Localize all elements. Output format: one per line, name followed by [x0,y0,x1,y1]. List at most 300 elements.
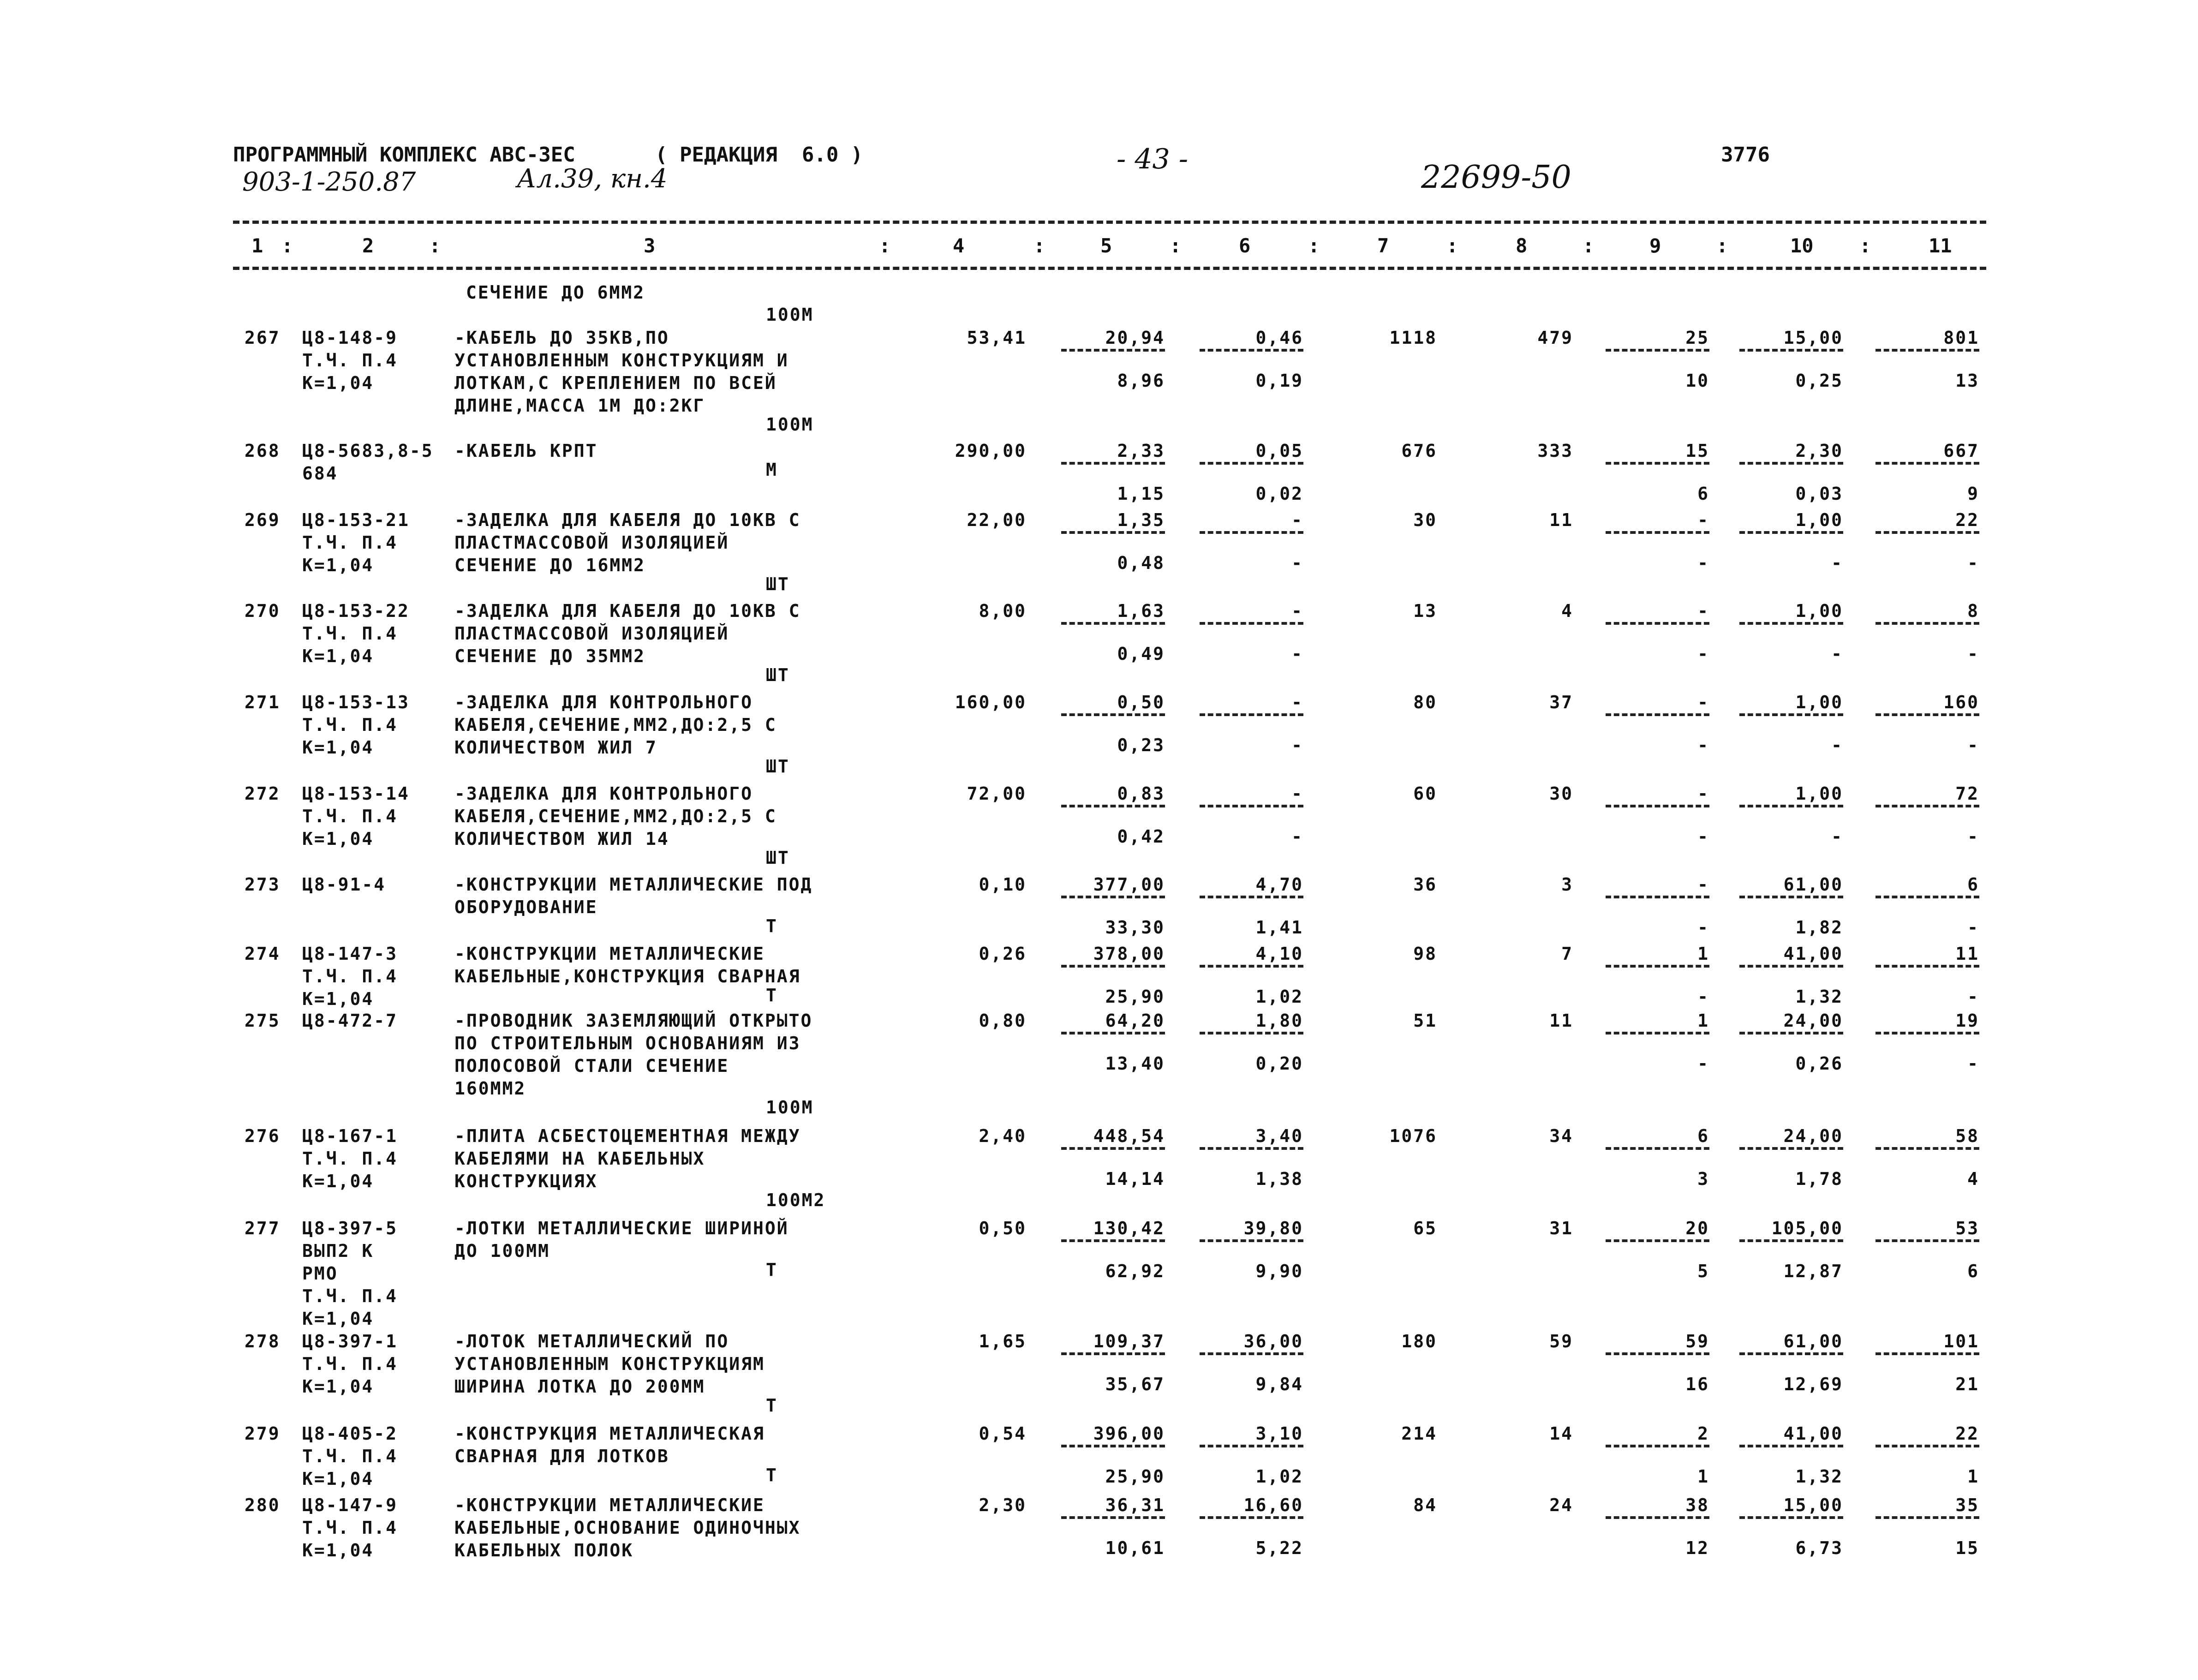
value-divider [1200,1352,1303,1355]
value-c9: 25 [1685,328,1709,348]
work-description: СЕЧЕНИЕ ДО 16ММ2 [454,555,646,575]
value-c6b: - [1291,735,1303,755]
work-description: УСТАНОВЛЕННЫМ КОНСТРУКЦИЯМ И [454,350,789,371]
work-description: -ПЛИТА АСБЕСТОЦЕМЕНТНАЯ МЕЖДУ [454,1126,801,1146]
value-c10b: 1,78 [1795,1169,1843,1189]
value-c6b: 1,02 [1255,986,1303,1007]
value-c11b: 4 [1967,1169,1979,1189]
work-description: ПЛАСТМАССОВОЙ ИЗОЛЯЦИЕЙ [454,623,729,644]
value-c9: 1 [1697,944,1709,964]
value-c10: 61,00 [1783,1331,1843,1351]
value-c10: 1,00 [1795,783,1843,804]
value-divider [1606,805,1709,807]
norm-code: Т.Ч. П.4 [302,1518,398,1538]
norm-code: Т.Ч. П.4 [302,532,398,553]
value-qty: 0,10 [979,874,1027,895]
value-qty: 8,00 [979,601,1027,621]
value-divider [1061,713,1165,716]
value-c5: 36,31 [1105,1495,1165,1515]
column-number: 2 [362,234,374,257]
value-c5b: 0,49 [1117,644,1165,664]
value-c9: - [1697,692,1709,712]
row-number: 269 [245,510,281,530]
value-c7: 36 [1413,874,1437,895]
norm-code: Т.Ч. П.4 [302,1148,398,1169]
value-c10: 15,00 [1783,1495,1843,1515]
value-c6: - [1291,692,1303,712]
norm-code: Т.Ч. П.4 [302,715,398,735]
value-c11b: 9 [1967,484,1979,504]
value-divider [1606,1516,1709,1519]
norm-code: Ц8-5683,8-5 [302,441,434,461]
norm-code: К=1,04 [302,737,374,758]
norm-code: Ц8-153-21 [302,510,410,530]
value-c5b: 62,92 [1105,1261,1165,1281]
work-description: УСТАНОВЛЕННЫМ КОНСТРУКЦИЯМ [454,1354,765,1374]
value-c10b: 0,03 [1795,484,1843,504]
value-divider [1061,1032,1165,1034]
work-description: КОЛИЧЕСТВОМ ЖИЛ 14 [454,829,669,849]
unit-of-measure: Т [766,1395,778,1416]
value-divider [1200,622,1303,625]
value-divider [1606,965,1709,968]
row-number: 268 [245,441,281,461]
norm-code: Т.Ч. П.4 [302,966,398,986]
work-description: СЕЧЕНИЕ ДО 35ММ2 [454,646,646,666]
value-qty: 0,50 [979,1218,1027,1238]
value-c11b: - [1967,1053,1979,1074]
value-c6b: 5,22 [1255,1538,1303,1558]
value-divider [1739,1352,1843,1355]
norm-code: Ц8-147-9 [302,1495,398,1515]
value-c5: 0,83 [1117,783,1165,804]
column-separator: : [1308,234,1320,257]
value-c9: - [1697,510,1709,530]
project-code: 903-1-250.87 [242,167,416,197]
value-c11: 667 [1943,441,1979,461]
column-separator: : [1859,234,1871,257]
value-c8: 24 [1549,1495,1573,1515]
value-c10: 105,00 [1771,1218,1843,1238]
value-c6: - [1291,783,1303,804]
value-divider [1061,965,1165,968]
value-c10b: - [1831,644,1843,664]
value-divider [1200,713,1303,716]
value-c9: 59 [1685,1331,1709,1351]
value-c8: 34 [1549,1126,1573,1146]
value-c9b: 10 [1685,371,1709,391]
value-c5: 2,33 [1117,441,1165,461]
program-title: ПРОГРАММНЫЙ КОМПЛЕКС АВС-ЗЕС [233,143,575,167]
value-c10b: - [1831,735,1843,755]
value-divider [1739,713,1843,716]
work-description: КАБЕЛЯМИ НА КАБЕЛЬНЫХ [454,1148,705,1169]
value-c11: 160 [1943,692,1979,712]
column-separator: : [879,234,891,257]
work-description: ОБОРУДОВАНИЕ [454,897,598,917]
value-divider [1606,1239,1709,1242]
value-divider [1739,531,1843,534]
value-divider [1875,805,1979,807]
value-divider [1061,1352,1165,1355]
value-divider [1200,349,1303,352]
column-number: 10 [1790,234,1814,257]
value-c8: 30 [1549,783,1573,804]
work-description: ПОЛОСОВОЙ СТАЛИ СЕЧЕНИЕ [454,1056,729,1076]
value-c8: 14 [1549,1423,1573,1444]
value-c11: 19 [1955,1010,1979,1031]
work-description: ПЛАСТМАССОВОЙ ИЗОЛЯЦИЕЙ [454,532,729,553]
value-divider [1739,1032,1843,1034]
sheet-number: 3776 [1721,143,1770,167]
work-description: -КАБЕЛЬ КРПТ [454,441,598,461]
column-number: 11 [1929,234,1952,257]
value-c5: 448,54 [1093,1126,1165,1146]
norm-code: К=1,04 [302,1171,374,1191]
norm-code: К=1,04 [302,829,374,849]
value-c6b: 1,02 [1255,1466,1303,1487]
value-qty: 290,00 [955,441,1027,461]
value-c10b: 1,32 [1795,986,1843,1007]
value-c5: 1,35 [1117,510,1165,530]
value-c9b: - [1697,1053,1709,1074]
value-c11: 6 [1967,874,1979,895]
header-rule-bottom [233,267,1986,270]
norm-code: К=1,04 [302,373,374,393]
value-c7: 84 [1413,1495,1437,1515]
value-c7: 60 [1413,783,1437,804]
value-c9: - [1697,783,1709,804]
value-c10b: 0,25 [1795,371,1843,391]
value-c8: 7 [1561,944,1573,964]
value-c6: 0,05 [1255,441,1303,461]
value-c8: 479 [1537,328,1573,348]
value-divider [1061,349,1165,352]
value-divider [1200,1147,1303,1150]
value-c8: 11 [1549,510,1573,530]
value-c9: 6 [1697,1126,1709,1146]
work-description: КАБЕЛЯ,СЕЧЕНИЕ,ММ2,ДО:2,5 С [454,806,777,826]
value-c11: 101 [1943,1331,1979,1351]
value-divider [1875,1032,1979,1034]
value-qty: 1,65 [979,1331,1027,1351]
column-separator: : [1033,234,1045,257]
column-number: 5 [1100,234,1112,257]
value-c10: 15,00 [1783,328,1843,348]
value-c6b: 0,02 [1255,484,1303,504]
value-divider [1606,622,1709,625]
norm-code: Ц8-153-14 [302,783,410,804]
value-divider [1061,805,1165,807]
value-c7: 65 [1413,1218,1437,1238]
value-c9: - [1697,874,1709,895]
value-c8: 11 [1549,1010,1573,1031]
value-divider [1606,349,1709,352]
value-divider [1739,1239,1843,1242]
value-divider [1200,805,1303,807]
norm-code: К=1,04 [302,646,374,666]
unit-of-measure: ШТ [766,574,790,594]
value-c7: 180 [1401,1331,1437,1351]
value-c10b: 6,73 [1795,1538,1843,1558]
value-divider [1739,462,1843,465]
header-rule-top [233,221,1986,224]
norm-code: Ц8-148-9 [302,328,398,348]
value-c10b: - [1831,826,1843,847]
value-c6: 3,40 [1255,1126,1303,1146]
value-c6: 4,70 [1255,874,1303,895]
carry-over-unit: 100М [766,305,814,325]
work-description: ДО 100ММ [454,1241,550,1261]
norm-code: К=1,04 [302,1469,374,1489]
value-divider [1200,1445,1303,1447]
work-description: -ЗАДЕЛКА ДЛЯ КАБЕЛЯ ДО 10КВ С [454,601,801,621]
norm-code: К=1,04 [302,1540,374,1560]
value-c8: 59 [1549,1331,1573,1351]
norm-code: ВЫП2 К [302,1241,374,1261]
value-divider [1739,622,1843,625]
unit-of-measure: Т [766,985,778,1005]
value-divider [1606,1445,1709,1447]
value-c9: 38 [1685,1495,1709,1515]
row-number: 273 [245,874,281,895]
value-divider [1875,896,1979,898]
album-reference: Ал.39, кн.4 [517,164,668,194]
column-number: 4 [953,234,965,257]
value-divider [1606,1147,1709,1150]
value-c7: 676 [1401,441,1437,461]
value-c5b: 10,61 [1105,1538,1165,1558]
unit-of-measure: ШТ [766,848,790,868]
value-qty: 0,80 [979,1010,1027,1031]
value-c9: - [1697,601,1709,621]
value-c5: 396,00 [1093,1423,1165,1444]
work-description: -КОНСТРУКЦИИ МЕТАЛЛИЧЕСКИЕ [454,944,765,964]
value-c9: 15 [1685,441,1709,461]
unit-of-measure: Т [766,1260,778,1280]
value-divider [1200,531,1303,534]
value-divider [1875,1516,1979,1519]
document-number: 22699-50 [1421,159,1571,196]
norm-code: Т.Ч. П.4 [302,806,398,826]
value-divider [1875,531,1979,534]
norm-code: К=1,04 [302,989,374,1009]
value-c5b: 0,23 [1117,735,1165,755]
value-c10b: 0,26 [1795,1053,1843,1074]
value-c6: 4,10 [1255,944,1303,964]
value-c10b: 1,32 [1795,1466,1843,1487]
value-c11b: - [1967,917,1979,938]
value-c7: 214 [1401,1423,1437,1444]
value-divider [1606,462,1709,465]
value-c10: 61,00 [1783,874,1843,895]
value-c10: 1,00 [1795,692,1843,712]
value-c10: 2,30 [1795,441,1843,461]
work-description: -ЛОТОК МЕТАЛЛИЧЕСКИЙ ПО [454,1331,729,1351]
value-c5b: 14,14 [1105,1169,1165,1189]
value-c6b: 9,84 [1255,1374,1303,1394]
value-c11: 801 [1943,328,1979,348]
work-description: ПО СТРОИТЕЛЬНЫМ ОСНОВАНИЯМ ИЗ [454,1033,801,1053]
value-divider [1061,1147,1165,1150]
value-divider [1739,349,1843,352]
column-separator: : [1170,234,1182,257]
value-divider [1061,896,1165,898]
value-divider [1200,1239,1303,1242]
edition-label: ( РЕДАКЦИЯ 6.0 ) [655,143,863,167]
value-c9b: 12 [1685,1538,1709,1558]
norm-code: Ц8-153-22 [302,601,410,621]
value-divider [1606,1032,1709,1034]
norm-code: Ц8-91-4 [302,874,386,895]
value-c9b: - [1697,644,1709,664]
value-divider [1061,531,1165,534]
value-c5b: 25,90 [1105,1466,1165,1487]
value-c8: 333 [1537,441,1573,461]
value-c11: 72 [1955,783,1979,804]
unit-of-measure: ШТ [766,756,790,777]
value-divider [1061,622,1165,625]
value-c5: 1,63 [1117,601,1165,621]
value-c5b: 33,30 [1105,917,1165,938]
value-c6: 3,10 [1255,1423,1303,1444]
value-divider [1200,462,1303,465]
value-c5: 109,37 [1093,1331,1165,1351]
norm-code: Т.Ч. П.4 [302,1286,398,1306]
row-number: 278 [245,1331,281,1351]
unit-of-measure: Т [766,1465,778,1485]
value-qty: 72,00 [967,783,1027,804]
value-c9b: - [1697,826,1709,847]
column-number: 1 [251,234,263,257]
work-description: СВАРНАЯ ДЛЯ ЛОТКОВ [454,1446,669,1466]
value-c7: 80 [1413,692,1437,712]
row-number: 277 [245,1218,281,1238]
value-divider [1739,1147,1843,1150]
unit-of-measure: 100М2 [766,1190,826,1210]
value-c6b: - [1291,826,1303,847]
value-c6: - [1291,510,1303,530]
norm-code: Ц8-397-5 [302,1218,398,1238]
value-c5b: 0,48 [1117,553,1165,573]
value-c7: 98 [1413,944,1437,964]
value-c10: 41,00 [1783,944,1843,964]
value-c11b: 1 [1967,1466,1979,1487]
work-description: -ЛОТКИ МЕТАЛЛИЧЕСКИЕ ШИРИНОЙ [454,1218,789,1238]
value-c6: 36,00 [1243,1331,1303,1351]
value-c6b: - [1291,553,1303,573]
value-c11: 8 [1967,601,1979,621]
value-c9: 1 [1697,1010,1709,1031]
column-separator: : [1583,234,1595,257]
value-c10: 41,00 [1783,1423,1843,1444]
value-divider [1875,1239,1979,1242]
value-qty: 22,00 [967,510,1027,530]
page-number: - 43 - [1117,143,1189,175]
work-description: -КОНСТРУКЦИЯ МЕТАЛЛИЧЕСКАЯ [454,1423,765,1444]
value-c6b: 1,41 [1255,917,1303,938]
value-c9b: - [1697,553,1709,573]
value-c9b: 1 [1697,1466,1709,1487]
value-c11b: - [1967,826,1979,847]
work-description: КАБЕЛЯ,СЕЧЕНИЕ,ММ2,ДО:2,5 С [454,715,777,735]
value-c7: 51 [1413,1010,1437,1031]
value-c6: 39,80 [1243,1218,1303,1238]
work-description: -КОНСТРУКЦИИ МЕТАЛЛИЧЕСКИЕ [454,1495,765,1515]
norm-code: К=1,04 [302,1309,374,1329]
value-c7: 1076 [1389,1126,1437,1146]
norm-code: Т.Ч. П.4 [302,350,398,371]
value-divider [1739,896,1843,898]
value-c5: 0,50 [1117,692,1165,712]
value-c6b: 0,19 [1255,371,1303,391]
value-divider [1875,713,1979,716]
value-c10: 1,00 [1795,601,1843,621]
value-c6b: 1,38 [1255,1169,1303,1189]
row-number: 276 [245,1126,281,1146]
value-c5b: 35,67 [1105,1374,1165,1394]
value-c11b: - [1967,644,1979,664]
value-divider [1739,1516,1843,1519]
row-number: 274 [245,944,281,964]
work-description: -ЗАДЕЛКА ДЛЯ КОНТРОЛЬНОГО [454,783,753,804]
norm-code: К=1,04 [302,555,374,575]
value-divider [1200,1032,1303,1034]
row-number: 271 [245,692,281,712]
value-c9b: 6 [1697,484,1709,504]
value-divider [1061,462,1165,465]
norm-code: Т.Ч. П.4 [302,1446,398,1466]
value-c5: 377,00 [1093,874,1165,895]
value-c11: 58 [1955,1126,1979,1146]
value-c5b: 13,40 [1105,1053,1165,1074]
row-number: 275 [245,1010,281,1031]
column-number: 8 [1516,234,1528,257]
value-c11b: 6 [1967,1261,1979,1281]
unit-of-measure: М [766,460,778,480]
work-description: КАБЕЛЬНЫЕ,ОСНОВАНИЕ ОДИНОЧНЫХ [454,1518,801,1538]
value-c9b: 16 [1685,1374,1709,1394]
value-divider [1875,1352,1979,1355]
value-c11: 11 [1955,944,1979,964]
carry-over-text: СЕЧЕНИЕ ДО 6ММ2 [466,282,645,303]
value-divider [1061,1445,1165,1447]
value-c11b: 15 [1955,1538,1979,1558]
column-separator: : [281,234,293,257]
value-c10b: 12,87 [1783,1261,1843,1281]
value-c9b: 3 [1697,1169,1709,1189]
value-divider [1875,1147,1979,1150]
value-c5b: 8,96 [1117,371,1165,391]
unit-of-measure: 100М [766,1097,814,1118]
value-qty: 0,26 [979,944,1027,964]
value-c10b: 12,69 [1783,1374,1843,1394]
value-c5: 64,20 [1105,1010,1165,1031]
value-c9b: - [1697,735,1709,755]
unit-of-measure: Т [766,916,778,936]
column-number: 9 [1649,234,1661,257]
norm-code: Т.Ч. П.4 [302,1354,398,1374]
value-qty: 2,40 [979,1126,1027,1146]
value-c11b: - [1967,553,1979,573]
value-divider [1739,805,1843,807]
value-c5b: 25,90 [1105,986,1165,1007]
value-divider [1875,622,1979,625]
value-divider [1061,1516,1165,1519]
value-c11b: - [1967,986,1979,1007]
value-c11b: - [1967,735,1979,755]
column-separator: : [429,234,441,257]
